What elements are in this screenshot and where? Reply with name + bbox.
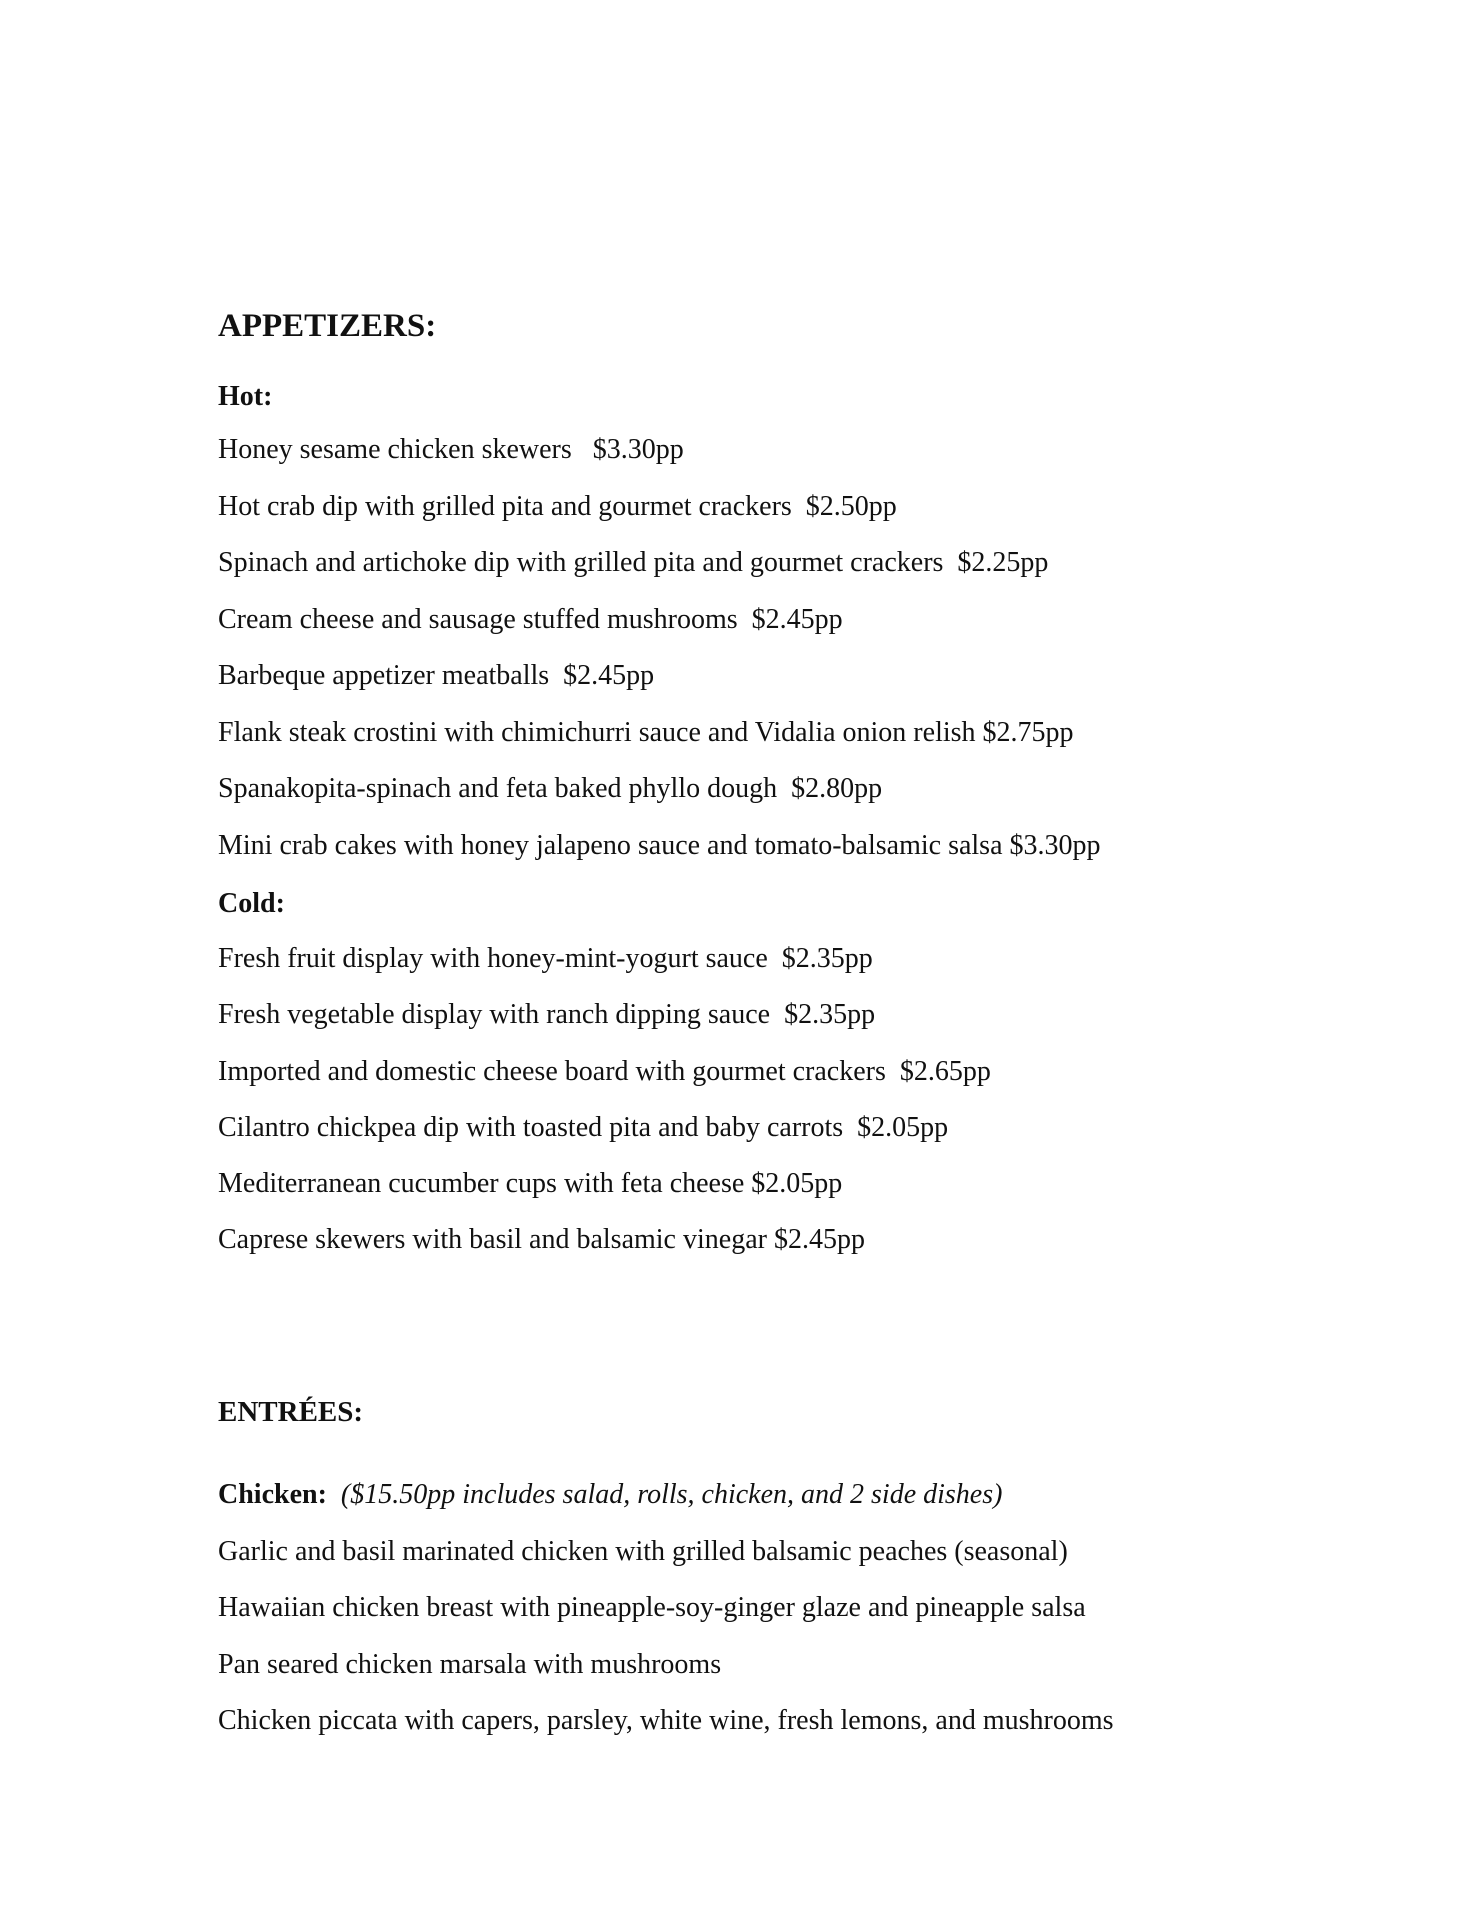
chicken-label: Chicken: <box>218 1479 327 1510</box>
hot-item: Barbeque appetizer meatballs $2.45pp <box>218 660 655 691</box>
chicken-price-note: ($15.50pp includes salad, rolls, chicken, and 2 side dishes) <box>340 1479 1003 1510</box>
hot-subheading: Hot: <box>218 381 273 412</box>
chicken-item: Pan seared chicken marsala with mushrooms <box>218 1649 722 1680</box>
cold-item: Caprese skewers with basil and balsamic vinegar $2.45pp <box>218 1224 865 1255</box>
hot-item: Mini crab cakes with honey jalapeno sauce and tomato-balsamic salsa $3.30pp <box>218 830 1101 861</box>
hot-item: Spinach and artichoke dip with grilled pita and gourmet crackers $2.25pp <box>218 547 1049 578</box>
chicken-item: Hawaiian chicken breast with pineapple-soy-ginger glaze and pineapple salsa <box>218 1592 1086 1623</box>
chicken-subheading <box>218 1479 1002 1511</box>
chicken-item: Chicken piccata with capers, parsley, white wine, fresh lemons, and mushrooms <box>218 1705 1114 1736</box>
cold-item: Fresh fruit display with honey-mint-yogurt sauce $2.35pp <box>218 943 873 974</box>
appetizers-heading: APPETIZERS: <box>218 308 437 344</box>
hot-item: Hot crab dip with grilled pita and gourmet crackers $2.50pp <box>218 491 897 522</box>
cold-subheading: Cold: <box>218 888 285 919</box>
cold-item: Cilantro chickpea dip with toasted pita and baby carrots $2.05pp <box>218 1112 949 1143</box>
hot-item: Spanakopita-spinach and feta baked phyllo dough $2.80pp <box>218 773 883 804</box>
entrees-heading: ENTRÉES: <box>218 1396 364 1428</box>
hot-item: Flank steak crostini with chimichurri sauce and Vidalia onion relish $2.75pp <box>218 717 1074 748</box>
hot-item: Honey sesame chicken skewers $3.30pp <box>218 434 684 465</box>
hot-item: Cream cheese and sausage stuffed mushrooms $2.45pp <box>218 604 843 635</box>
cold-item: Mediterranean cucumber cups with feta cheese $2.05pp <box>218 1168 843 1199</box>
chicken-item: Garlic and basil marinated chicken with grilled balsamic peaches (seasonal) <box>218 1536 1068 1567</box>
cold-item: Fresh vegetable display with ranch dipping sauce $2.35pp <box>218 999 876 1030</box>
cold-item: Imported and domestic cheese board with gourmet crackers $2.65pp <box>218 1056 991 1087</box>
